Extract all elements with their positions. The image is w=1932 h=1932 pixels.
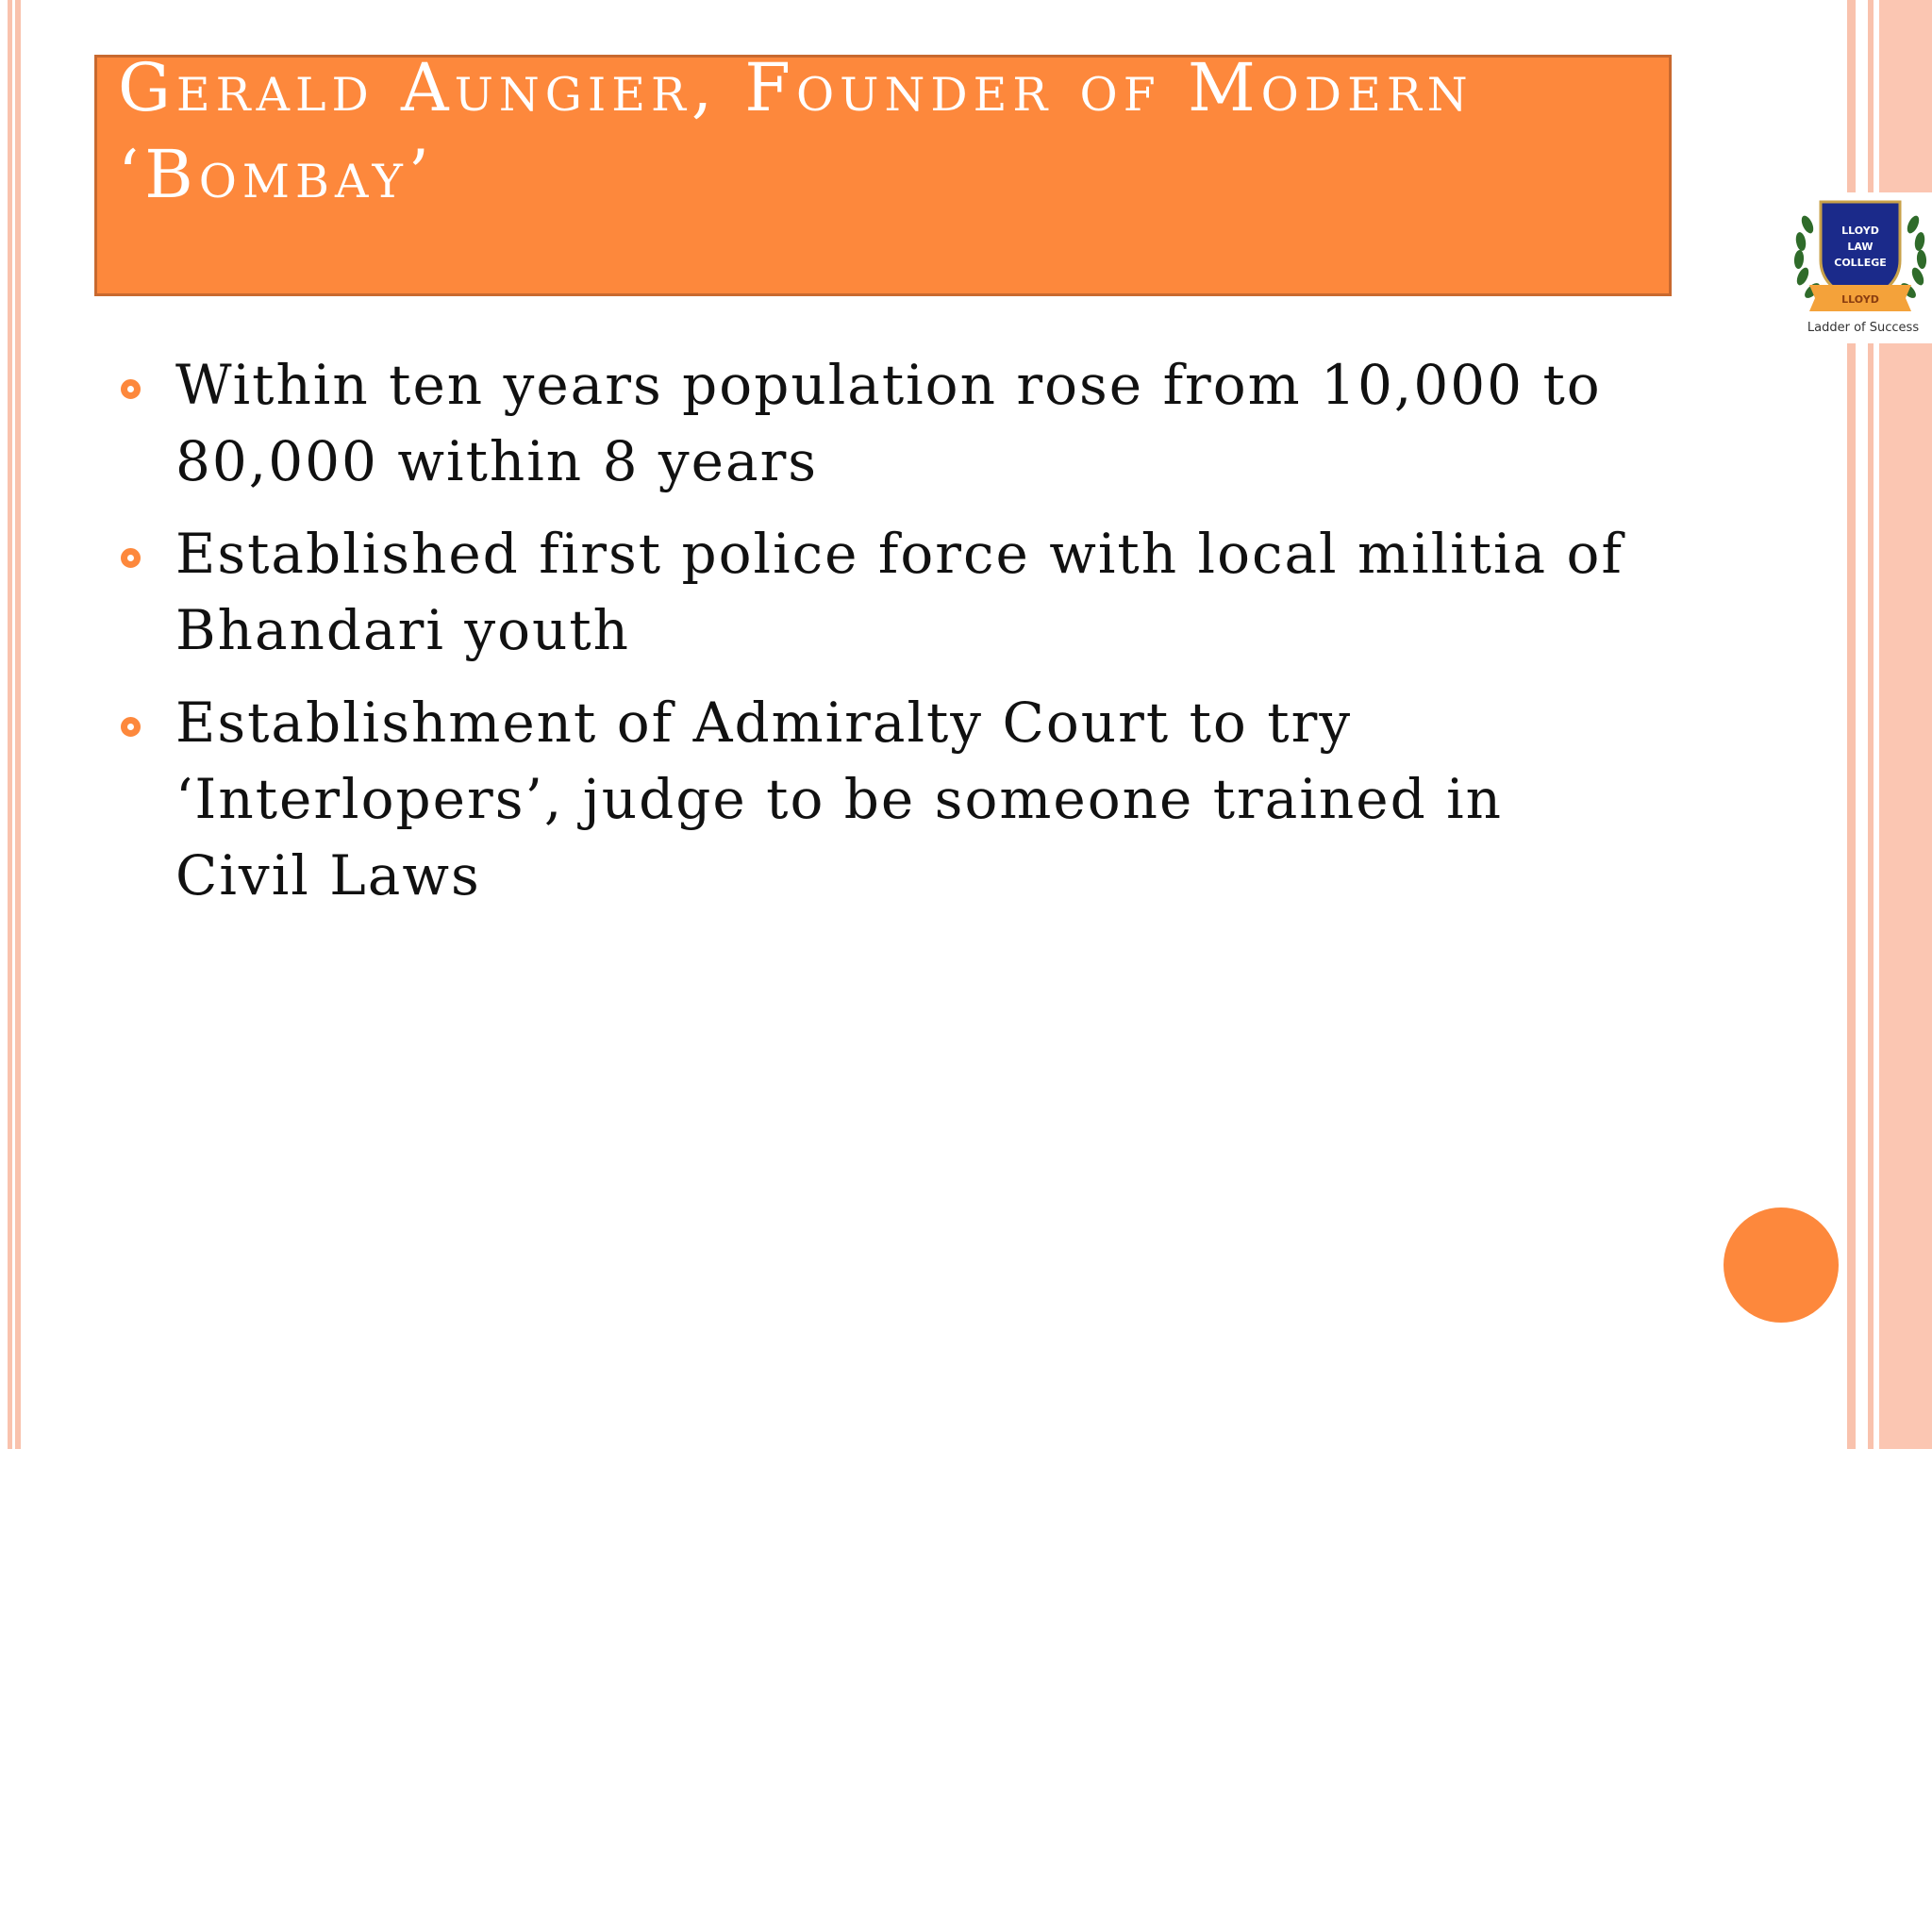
bullet-ring-icon <box>121 379 141 399</box>
bullet-list <box>113 347 1641 930</box>
crest-icon <box>1789 192 1932 321</box>
bullet-item <box>113 516 1641 669</box>
bullet-text: Establishment of Admiralty Court to try ‘Interlopers’, judge to be someone trained in Civil Laws <box>175 691 1504 908</box>
left-stripe-outer <box>8 0 12 1449</box>
bullet-ring-icon <box>121 548 141 568</box>
logo-line-3: COLLEGE <box>1834 257 1887 269</box>
logo-tagline: Ladder of Success <box>1807 321 1920 335</box>
title-box <box>94 49 1672 296</box>
bullet-item <box>113 685 1641 914</box>
logo-line-2: LAW <box>1847 241 1874 253</box>
bullet-ring-icon <box>121 717 141 737</box>
slide-title: Gerald Aungier, Founder of Modern ‘Bombay’ <box>118 49 1474 213</box>
decorative-circle <box>1724 1208 1839 1323</box>
bullet-text: Established first police force with local militia of Bhandari youth <box>175 522 1624 662</box>
logo-line-1: LLOYD <box>1841 225 1879 237</box>
bullet-text: Within ten years population rose from 10,000 to 80,000 within 8 years <box>175 353 1602 493</box>
college-logo <box>1789 192 1932 343</box>
left-stripe-inner <box>15 0 21 1449</box>
bullet-item <box>113 347 1641 500</box>
logo-ribbon-text: LLOYD <box>1841 293 1879 306</box>
